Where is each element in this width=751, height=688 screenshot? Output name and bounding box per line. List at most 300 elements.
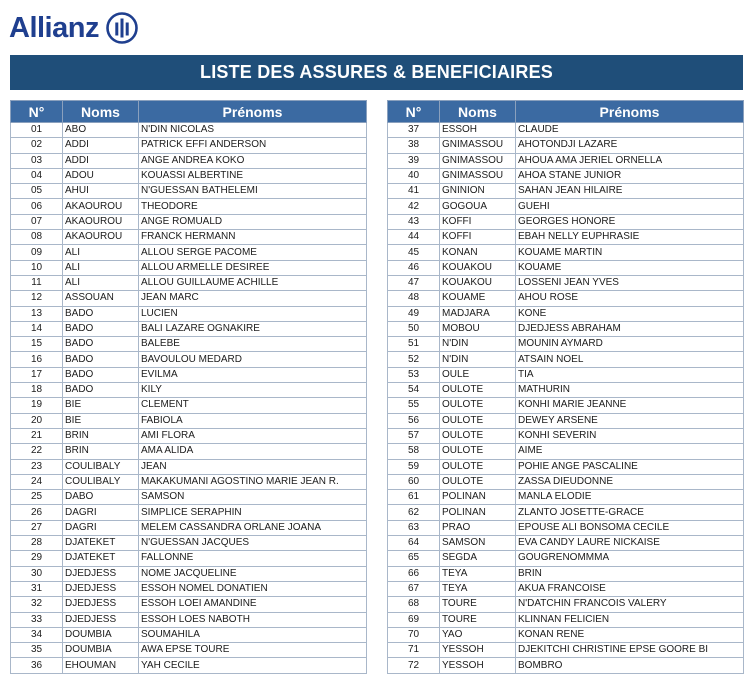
- row-nom: AHUI: [63, 184, 139, 199]
- table-row: [388, 168, 744, 183]
- row-prenom: EVA CANDY LAURE NICKAISE: [516, 536, 744, 551]
- table-row: [11, 260, 367, 275]
- column-header-num: N°: [388, 101, 440, 123]
- row-number: 37: [388, 123, 440, 138]
- row-prenom: LOSSENI JEAN YVES: [516, 275, 744, 290]
- row-prenom: ESSOH NOMEL DONATIEN: [139, 581, 367, 596]
- table-row: [11, 275, 367, 290]
- row-nom: GNIMASSOU: [440, 153, 516, 168]
- row-prenom: AHOU ROSE: [516, 291, 744, 306]
- row-prenom: ZASSA DIEUDONNE: [516, 474, 744, 489]
- row-prenom: KOUASSI ALBERTINE: [139, 168, 367, 183]
- row-number: 43: [388, 214, 440, 229]
- row-prenom: SAMSON: [139, 490, 367, 505]
- row-nom: N'DIN: [440, 337, 516, 352]
- row-number: 22: [11, 444, 63, 459]
- row-prenom: THEODORE: [139, 199, 367, 214]
- table-row: [11, 383, 367, 398]
- table-row: [11, 306, 367, 321]
- row-number: 27: [11, 520, 63, 535]
- table-row: [388, 551, 744, 566]
- table-row: [388, 566, 744, 581]
- row-prenom: BALI LAZARE OGNAKIRE: [139, 321, 367, 336]
- row-number: 72: [388, 658, 440, 673]
- table-row: [388, 383, 744, 398]
- page-title: LISTE DES ASSURES & BENEFICIAIRES: [10, 55, 743, 90]
- row-nom: GNINION: [440, 184, 516, 199]
- row-nom: KOUAME: [440, 291, 516, 306]
- row-prenom: AIME: [516, 444, 744, 459]
- table-row: [388, 627, 744, 642]
- table-row: [388, 459, 744, 474]
- row-number: 45: [388, 245, 440, 260]
- row-number: 58: [388, 444, 440, 459]
- table-row: [388, 199, 744, 214]
- row-prenom: GEORGES HONORE: [516, 214, 744, 229]
- insured-table-right: [387, 100, 744, 674]
- table-row: [388, 490, 744, 505]
- table-row: [388, 291, 744, 306]
- row-number: 35: [11, 643, 63, 658]
- row-number: 69: [388, 612, 440, 627]
- row-number: 34: [11, 627, 63, 642]
- row-prenom: FRANCK HERMANN: [139, 230, 367, 245]
- row-prenom: EVILMA: [139, 367, 367, 382]
- table-row: [388, 245, 744, 260]
- table-row: [11, 184, 367, 199]
- row-prenom: PATRICK EFFI ANDERSON: [139, 138, 367, 153]
- table-row: [11, 428, 367, 443]
- table-row: [388, 214, 744, 229]
- table-row: [11, 444, 367, 459]
- row-number: 20: [11, 413, 63, 428]
- table-row: [388, 444, 744, 459]
- table-row: [388, 367, 744, 382]
- row-prenom: EPOUSE ALI BONSOMA CECILE: [516, 520, 744, 535]
- row-number: 52: [388, 352, 440, 367]
- row-prenom: AHOUA AMA JERIEL ORNELLA: [516, 153, 744, 168]
- row-number: 18: [11, 383, 63, 398]
- row-prenom: MOUNIN AYMARD: [516, 337, 744, 352]
- row-prenom: KOUAME MARTIN: [516, 245, 744, 260]
- row-nom: BADO: [63, 306, 139, 321]
- row-number: 49: [388, 306, 440, 321]
- row-prenom: LUCIEN: [139, 306, 367, 321]
- row-nom: ALI: [63, 260, 139, 275]
- row-prenom: GOUGRENOMMMA: [516, 551, 744, 566]
- row-prenom: KONHI MARIE JEANNE: [516, 398, 744, 413]
- row-nom: BADO: [63, 367, 139, 382]
- table-row: [11, 321, 367, 336]
- row-number: 32: [11, 597, 63, 612]
- row-nom: ALI: [63, 275, 139, 290]
- table-header-row: [388, 101, 744, 123]
- table-row: [388, 413, 744, 428]
- row-nom: MOBOU: [440, 321, 516, 336]
- brand-logo: [9, 10, 138, 46]
- row-prenom: DEWEY ARSENE: [516, 413, 744, 428]
- row-nom: BADO: [63, 383, 139, 398]
- table-row: [388, 306, 744, 321]
- row-nom: DJEDJESS: [63, 612, 139, 627]
- row-number: 05: [11, 184, 63, 199]
- table-row: [11, 245, 367, 260]
- table-row: [11, 536, 367, 551]
- row-number: 13: [11, 306, 63, 321]
- row-number: 16: [11, 352, 63, 367]
- row-number: 65: [388, 551, 440, 566]
- row-number: 59: [388, 459, 440, 474]
- row-number: 42: [388, 199, 440, 214]
- row-number: 40: [388, 168, 440, 183]
- column-header-num: N°: [11, 101, 63, 123]
- table-row: [388, 184, 744, 199]
- row-number: 60: [388, 474, 440, 489]
- row-prenom: EBAH NELLY EUPHRASIE: [516, 230, 744, 245]
- row-nom: OULOTE: [440, 459, 516, 474]
- row-number: 51: [388, 337, 440, 352]
- table-row: [388, 643, 744, 658]
- row-prenom: SAHAN JEAN HILAIRE: [516, 184, 744, 199]
- row-nom: GNIMASSOU: [440, 138, 516, 153]
- row-prenom: ALLOU SERGE PACOME: [139, 245, 367, 260]
- row-prenom: CLEMENT: [139, 398, 367, 413]
- row-nom: TEYA: [440, 581, 516, 596]
- row-prenom: AHOTONDJI LAZARE: [516, 138, 744, 153]
- row-nom: BIE: [63, 398, 139, 413]
- row-prenom: KONE: [516, 306, 744, 321]
- row-number: 46: [388, 260, 440, 275]
- row-nom: TOURE: [440, 597, 516, 612]
- row-number: 19: [11, 398, 63, 413]
- row-nom: ABO: [63, 123, 139, 138]
- row-nom: DJEDJESS: [63, 581, 139, 596]
- row-prenom: POHIE ANGE PASCALINE: [516, 459, 744, 474]
- row-nom: COULIBALY: [63, 459, 139, 474]
- row-prenom: ZLANTO JOSETTE-GRACE: [516, 505, 744, 520]
- table-row: [11, 505, 367, 520]
- row-number: 03: [11, 153, 63, 168]
- row-prenom: BRIN: [516, 566, 744, 581]
- table-row: [11, 214, 367, 229]
- row-nom: N'DIN: [440, 352, 516, 367]
- table-row: [11, 490, 367, 505]
- row-prenom: BAVOULOU MEDARD: [139, 352, 367, 367]
- row-number: 14: [11, 321, 63, 336]
- table-row: [11, 413, 367, 428]
- table-row: [11, 627, 367, 642]
- row-nom: YESSOH: [440, 643, 516, 658]
- row-prenom: N'DIN NICOLAS: [139, 123, 367, 138]
- table-row: [11, 291, 367, 306]
- row-number: 50: [388, 321, 440, 336]
- table-row: [388, 581, 744, 596]
- row-number: 67: [388, 581, 440, 596]
- table-row: [388, 275, 744, 290]
- allianz-eagle-icon: [106, 12, 138, 44]
- row-nom: OULOTE: [440, 383, 516, 398]
- row-nom: EHOUMAN: [63, 658, 139, 673]
- table-row: [11, 168, 367, 183]
- row-prenom: FALLONNE: [139, 551, 367, 566]
- row-nom: YESSOH: [440, 658, 516, 673]
- row-prenom: KONAN RENE: [516, 627, 744, 642]
- table-row: [388, 260, 744, 275]
- row-prenom: ESSOH LOEI AMANDINE: [139, 597, 367, 612]
- row-nom: BIE: [63, 413, 139, 428]
- table-row: [11, 337, 367, 352]
- row-prenom: ALLOU ARMELLE DESIREE: [139, 260, 367, 275]
- table-row: [388, 153, 744, 168]
- row-nom: TEYA: [440, 566, 516, 581]
- column-header-prenom: Prénoms: [139, 101, 367, 123]
- row-nom: BADO: [63, 352, 139, 367]
- row-number: 44: [388, 230, 440, 245]
- row-prenom: N'GUESSAN BATHELEMI: [139, 184, 367, 199]
- row-nom: KOFFI: [440, 230, 516, 245]
- table-row: [388, 352, 744, 367]
- table-row: [11, 551, 367, 566]
- row-prenom: AHOA STANE JUNIOR: [516, 168, 744, 183]
- row-prenom: N'DATCHIN FRANCOIS VALERY: [516, 597, 744, 612]
- row-prenom: MELEM CASSANDRA ORLANE JOANA: [139, 520, 367, 535]
- brand-name: Allianz: [9, 11, 99, 44]
- row-number: 09: [11, 245, 63, 260]
- row-number: 54: [388, 383, 440, 398]
- row-nom: COULIBALY: [63, 474, 139, 489]
- row-number: 47: [388, 275, 440, 290]
- row-nom: DJEDJESS: [63, 597, 139, 612]
- table-row: [11, 138, 367, 153]
- row-nom: MADJARA: [440, 306, 516, 321]
- table-row: [11, 230, 367, 245]
- row-number: 63: [388, 520, 440, 535]
- row-prenom: JEAN MARC: [139, 291, 367, 306]
- row-nom: YAO: [440, 627, 516, 642]
- table-row: [11, 123, 367, 138]
- row-nom: DOUMBIA: [63, 627, 139, 642]
- row-number: 39: [388, 153, 440, 168]
- row-number: 70: [388, 627, 440, 642]
- row-prenom: ESSOH LOES NABOTH: [139, 612, 367, 627]
- row-nom: ADOU: [63, 168, 139, 183]
- row-prenom: AMI FLORA: [139, 428, 367, 443]
- table-row: [11, 459, 367, 474]
- row-nom: AKAOUROU: [63, 230, 139, 245]
- table-row: [388, 536, 744, 551]
- row-nom: OULOTE: [440, 413, 516, 428]
- table-row: [388, 123, 744, 138]
- row-prenom: DJEDJESS ABRAHAM: [516, 321, 744, 336]
- row-nom: PRAO: [440, 520, 516, 535]
- row-number: 33: [11, 612, 63, 627]
- row-nom: ALI: [63, 245, 139, 260]
- row-prenom: BALEBE: [139, 337, 367, 352]
- row-nom: KOUAKOU: [440, 260, 516, 275]
- table-row: [388, 398, 744, 413]
- row-prenom: N'GUESSAN JACQUES: [139, 536, 367, 551]
- table-row: [388, 321, 744, 336]
- row-nom: DOUMBIA: [63, 643, 139, 658]
- table-row: [11, 612, 367, 627]
- row-number: 26: [11, 505, 63, 520]
- table-header-row: [11, 101, 367, 123]
- row-nom: BADO: [63, 337, 139, 352]
- row-number: 66: [388, 566, 440, 581]
- row-number: 23: [11, 459, 63, 474]
- row-prenom: AWA EPSE TOURE: [139, 643, 367, 658]
- row-number: 24: [11, 474, 63, 489]
- row-prenom: NOME JACQUELINE: [139, 566, 367, 581]
- row-number: 53: [388, 367, 440, 382]
- row-nom: SEGDA: [440, 551, 516, 566]
- table-row: [11, 352, 367, 367]
- row-number: 28: [11, 536, 63, 551]
- row-number: 57: [388, 428, 440, 443]
- row-nom: AKAOUROU: [63, 199, 139, 214]
- row-nom: OULOTE: [440, 428, 516, 443]
- table-row: [388, 597, 744, 612]
- table-row: [388, 612, 744, 627]
- row-number: 48: [388, 291, 440, 306]
- table-row: [11, 597, 367, 612]
- row-prenom: ANGE ANDREA KOKO: [139, 153, 367, 168]
- row-prenom: KLINNAN FELICIEN: [516, 612, 744, 627]
- row-number: 55: [388, 398, 440, 413]
- row-prenom: KILY: [139, 383, 367, 398]
- row-nom: KONAN: [440, 245, 516, 260]
- row-nom: ADDI: [63, 138, 139, 153]
- row-number: 56: [388, 413, 440, 428]
- row-nom: DAGRI: [63, 505, 139, 520]
- row-prenom: FABIOLA: [139, 413, 367, 428]
- row-number: 30: [11, 566, 63, 581]
- row-nom: DJATEKET: [63, 536, 139, 551]
- table-row: [388, 658, 744, 673]
- row-prenom: TIA: [516, 367, 744, 382]
- row-prenom: KONHI SEVERIN: [516, 428, 744, 443]
- row-number: 71: [388, 643, 440, 658]
- table-row: [11, 520, 367, 535]
- row-nom: POLINAN: [440, 505, 516, 520]
- row-prenom: SIMPLICE SERAPHIN: [139, 505, 367, 520]
- row-nom: DAGRI: [63, 520, 139, 535]
- table-row: [388, 230, 744, 245]
- row-prenom: ANGE ROMUALD: [139, 214, 367, 229]
- row-nom: GOGOUA: [440, 199, 516, 214]
- row-nom: DJEDJESS: [63, 566, 139, 581]
- table-row: [388, 505, 744, 520]
- row-prenom: MANLA ELODIE: [516, 490, 744, 505]
- row-nom: ESSOH: [440, 123, 516, 138]
- row-number: 62: [388, 505, 440, 520]
- row-prenom: DJEKITCHI CHRISTINE EPSE GOORE BI: [516, 643, 744, 658]
- row-number: 36: [11, 658, 63, 673]
- row-nom: ASSOUAN: [63, 291, 139, 306]
- row-prenom: ATSAIN NOEL: [516, 352, 744, 367]
- row-nom: OULOTE: [440, 444, 516, 459]
- table-row: [388, 474, 744, 489]
- table-row: [11, 153, 367, 168]
- row-nom: KOFFI: [440, 214, 516, 229]
- row-number: 21: [11, 428, 63, 443]
- row-nom: DABO: [63, 490, 139, 505]
- row-prenom: KOUAME: [516, 260, 744, 275]
- row-prenom: JEAN: [139, 459, 367, 474]
- table-row: [11, 566, 367, 581]
- table-row: [11, 199, 367, 214]
- row-number: 02: [11, 138, 63, 153]
- row-prenom: GUEHI: [516, 199, 744, 214]
- table-row: [388, 138, 744, 153]
- table-row: [11, 658, 367, 673]
- row-prenom: CLAUDE: [516, 123, 744, 138]
- row-number: 31: [11, 581, 63, 596]
- row-nom: AKAOUROU: [63, 214, 139, 229]
- row-number: 06: [11, 199, 63, 214]
- row-number: 64: [388, 536, 440, 551]
- row-nom: GNIMASSOU: [440, 168, 516, 183]
- row-number: 68: [388, 597, 440, 612]
- row-number: 07: [11, 214, 63, 229]
- row-number: 10: [11, 260, 63, 275]
- row-nom: KOUAKOU: [440, 275, 516, 290]
- row-number: 01: [11, 123, 63, 138]
- table-row: [11, 581, 367, 596]
- table-row: [388, 428, 744, 443]
- row-prenom: BOMBRO: [516, 658, 744, 673]
- row-number: 12: [11, 291, 63, 306]
- row-prenom: AMA ALIDA: [139, 444, 367, 459]
- column-header-prenom: Prénoms: [516, 101, 744, 123]
- row-nom: BRIN: [63, 444, 139, 459]
- column-header-nom: Noms: [63, 101, 139, 123]
- row-nom: OULOTE: [440, 474, 516, 489]
- row-nom: DJATEKET: [63, 551, 139, 566]
- column-header-nom: Noms: [440, 101, 516, 123]
- insured-table-left: [10, 100, 367, 674]
- row-nom: ADDI: [63, 153, 139, 168]
- row-prenom: YAH CECILE: [139, 658, 367, 673]
- row-number: 29: [11, 551, 63, 566]
- row-nom: SAMSON: [440, 536, 516, 551]
- row-number: 04: [11, 168, 63, 183]
- table-row: [388, 520, 744, 535]
- row-prenom: MATHURIN: [516, 383, 744, 398]
- table-row: [11, 643, 367, 658]
- row-number: 08: [11, 230, 63, 245]
- table-row: [11, 398, 367, 413]
- row-nom: BADO: [63, 321, 139, 336]
- row-nom: BRIN: [63, 428, 139, 443]
- row-number: 15: [11, 337, 63, 352]
- row-number: 41: [388, 184, 440, 199]
- table-row: [11, 474, 367, 489]
- row-prenom: ALLOU GUILLAUME ACHILLE: [139, 275, 367, 290]
- row-number: 25: [11, 490, 63, 505]
- row-nom: OULE: [440, 367, 516, 382]
- row-nom: OULOTE: [440, 398, 516, 413]
- row-nom: POLINAN: [440, 490, 516, 505]
- row-number: 17: [11, 367, 63, 382]
- row-prenom: MAKAKUMANI AGOSTINO MARIE JEAN R.: [139, 474, 367, 489]
- row-prenom: SOUMAHILA: [139, 627, 367, 642]
- row-number: 61: [388, 490, 440, 505]
- table-row: [388, 337, 744, 352]
- row-number: 11: [11, 275, 63, 290]
- table-row: [11, 367, 367, 382]
- row-prenom: AKUA FRANCOISE: [516, 581, 744, 596]
